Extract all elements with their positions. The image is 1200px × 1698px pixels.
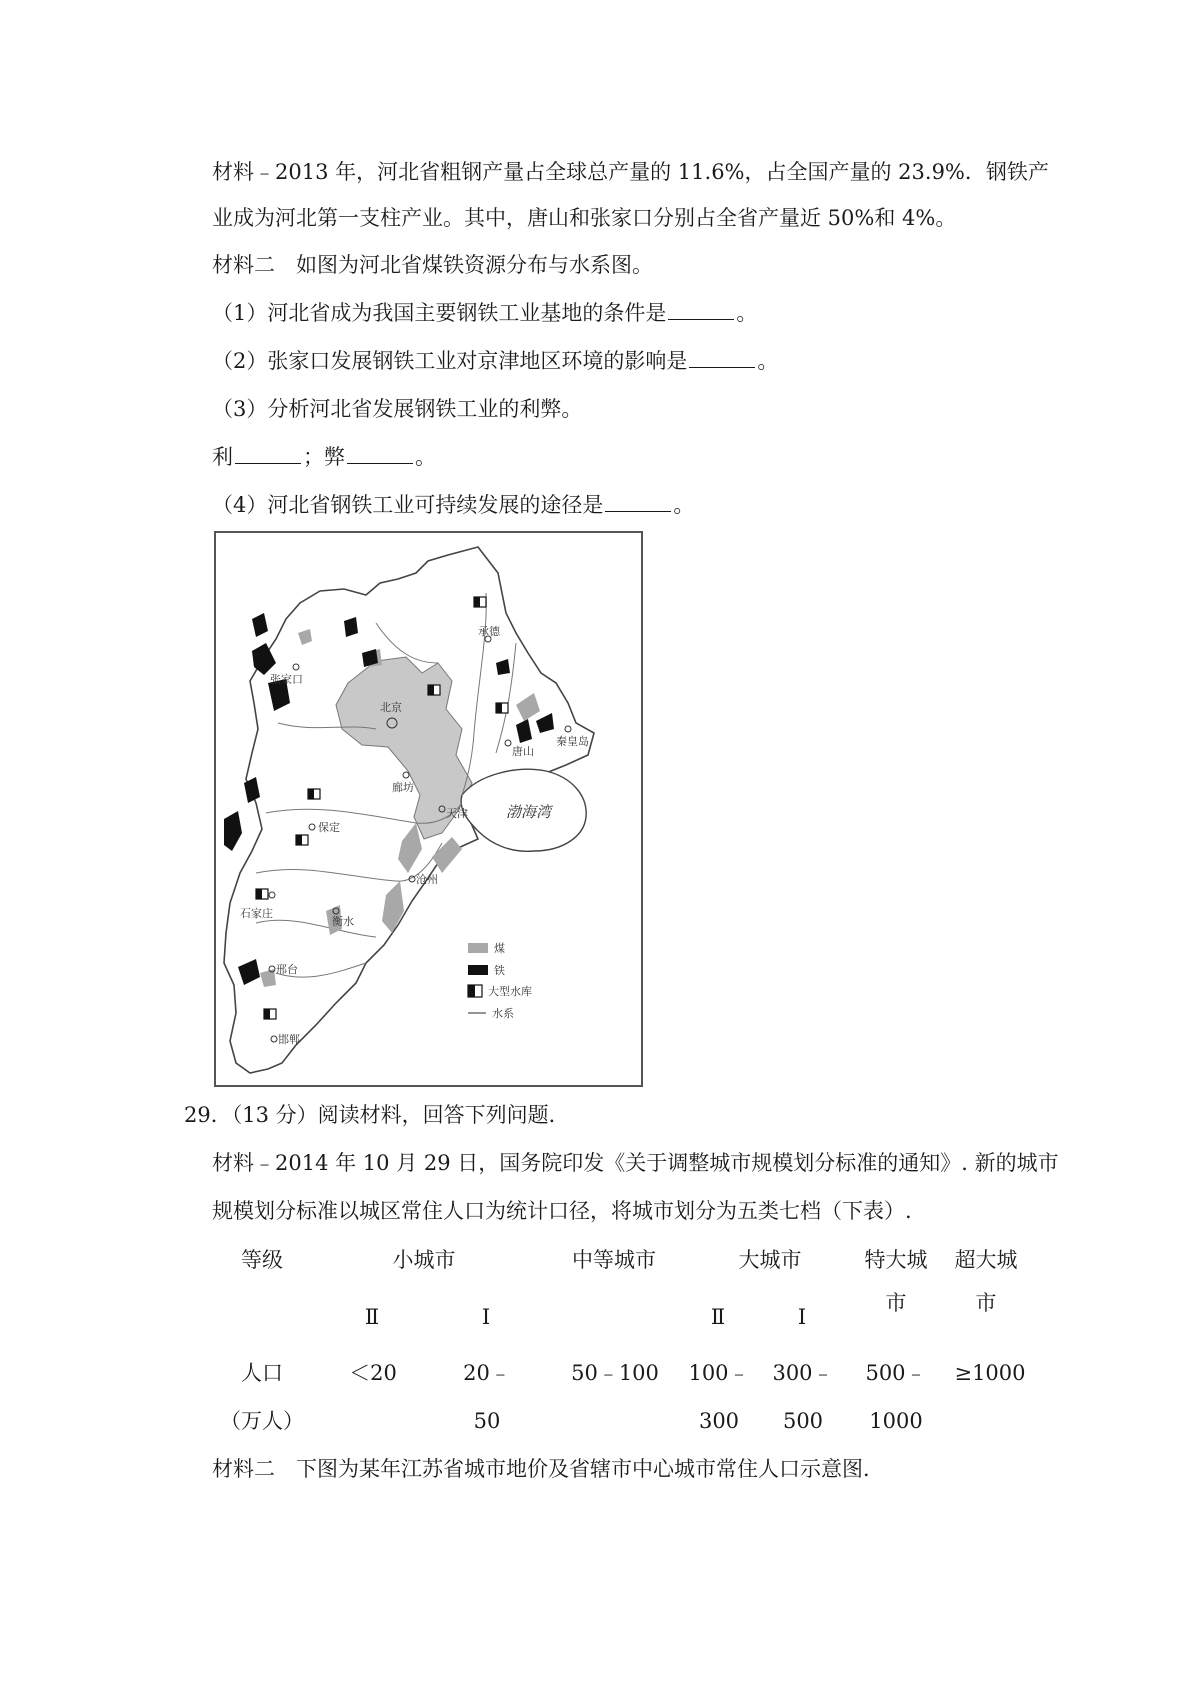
table-unit-label: （万人）: [220, 1409, 304, 1433]
hebei-coal-iron-water-map: [214, 531, 643, 1087]
city-handan: 邯郸: [278, 1033, 300, 1046]
table-small-I: Ⅰ: [481, 1305, 491, 1329]
legend-iron: 铁: [494, 964, 505, 977]
question-2-end: 。: [757, 349, 779, 373]
question-3: （3）分析河北省发展钢铁工业的利弊。: [212, 397, 583, 421]
question-2-text: （2）张家口发展钢铁工业对京津地区环境的影响是: [212, 349, 688, 373]
table-pop-large-II-upper: 300: [698, 1409, 740, 1433]
answer-blank-cons[interactable]: [347, 445, 413, 464]
map-svg: [216, 533, 641, 1085]
table-pop-extra-large: 500﹣: [865, 1361, 927, 1385]
table-small-city: 小城市: [392, 1248, 456, 1272]
material1-line2: 业成为河北第一支柱产业。其中，唐山和张家口分别占全省产量近 50%和 4%。: [212, 206, 957, 230]
question-1-end: 。: [736, 301, 758, 325]
sea-bohai-bay: 渤海湾: [506, 803, 552, 821]
question-3-pros-cons: [212, 442, 436, 472]
table-pop-medium: 50﹣100: [571, 1361, 659, 1385]
city-beijing: 北京: [380, 701, 402, 714]
table-pop-large-II: 100﹣: [688, 1361, 750, 1385]
table-grade-label: 等级: [241, 1248, 283, 1272]
question-1-text: （1）河北省成为我国主要钢铁工业基地的条件是: [212, 301, 667, 325]
table-pop-extra-large-upper: 1000: [869, 1409, 923, 1433]
table-small-II: Ⅱ: [364, 1305, 380, 1329]
table-super-city-2: 市: [975, 1291, 997, 1315]
city-shijiazhuang: 石家庄: [240, 907, 273, 920]
table-pop-super: ≥1000: [954, 1361, 1026, 1385]
q29-material1-line2: 规模划分标准以城区常住人口为统计口径，将城市划分为五类七档（下表）.: [212, 1199, 912, 1223]
answer-blank-pros[interactable]: [235, 445, 301, 464]
table-pop-large-I: 300﹣: [772, 1361, 834, 1385]
table-large-city: 大城市: [738, 1248, 802, 1272]
q29-header: 29．（13 分）阅读材料，回答下列问题．: [184, 1103, 570, 1127]
question-1: [212, 298, 757, 328]
table-medium-city: 中等城市: [572, 1248, 656, 1272]
map-legend: [468, 941, 532, 1020]
city-tianjin: 天津: [446, 807, 468, 820]
table-pop-small-I-upper: 50: [473, 1409, 501, 1433]
question-4-end: 。: [673, 493, 695, 517]
city-chengde: 承德: [478, 625, 500, 638]
table-super-city-1: 超大城: [954, 1248, 1018, 1272]
table-extra-large-city-2: 市: [885, 1291, 907, 1315]
city-qinhuangdao: 秦皇岛: [556, 735, 589, 748]
table-pop-large-I-upper: 500: [782, 1409, 824, 1433]
question-4: [212, 490, 694, 520]
table-pop-small-II: ＜20: [349, 1361, 397, 1385]
legend-coal: 煤: [494, 942, 505, 955]
pros-label: 利: [212, 445, 233, 469]
answer-blank-4[interactable]: [605, 493, 671, 512]
legend-river: 水系: [492, 1007, 514, 1020]
material2-intro: 材料二 如图为河北省煤铁资源分布与水系图。: [212, 253, 653, 277]
city-hengshui: 衡水: [332, 915, 354, 928]
table-population-label: 人口: [241, 1361, 283, 1385]
table-large-I: Ⅰ: [797, 1305, 807, 1329]
table-pop-small-I: 20﹣: [463, 1361, 511, 1385]
material1-line1: 材料﹣2013 年，河北省粗钢产量占全球总产量的 11.6%，占全国产量的 23.9%．钢铁产: [212, 160, 1049, 184]
table-large-II: Ⅱ: [710, 1305, 726, 1329]
city-xingtai: 邢台: [276, 963, 298, 976]
city-baoding: 保定: [318, 821, 340, 834]
question-3-end: 。: [415, 445, 436, 469]
table-extra-large-city-1: 特大城: [864, 1248, 928, 1272]
legend-reservoir: 大型水库: [488, 985, 532, 998]
q29-material1-line1: 材料﹣2014 年 10 月 29 日，国务院印发《关于调整城市规模划分标准的通知》. 新的城市: [212, 1151, 1059, 1175]
city-langfang: 廊坊: [392, 781, 414, 794]
city-cangzhou: 沧州: [416, 873, 438, 886]
city-zhangjiakou: 张家口: [270, 673, 303, 686]
question-4-text: （4）河北省钢铁工业可持续发展的途径是: [212, 493, 604, 517]
cons-label: ；弊: [303, 445, 345, 469]
question-2: [212, 346, 778, 376]
answer-blank-1[interactable]: [668, 301, 734, 320]
city-tangshan: 唐山: [512, 745, 534, 758]
q29-material2: 材料二 下图为某年江苏省城市地价及省辖市中心城市常住人口示意图．: [212, 1457, 884, 1481]
answer-blank-2[interactable]: [689, 349, 755, 368]
